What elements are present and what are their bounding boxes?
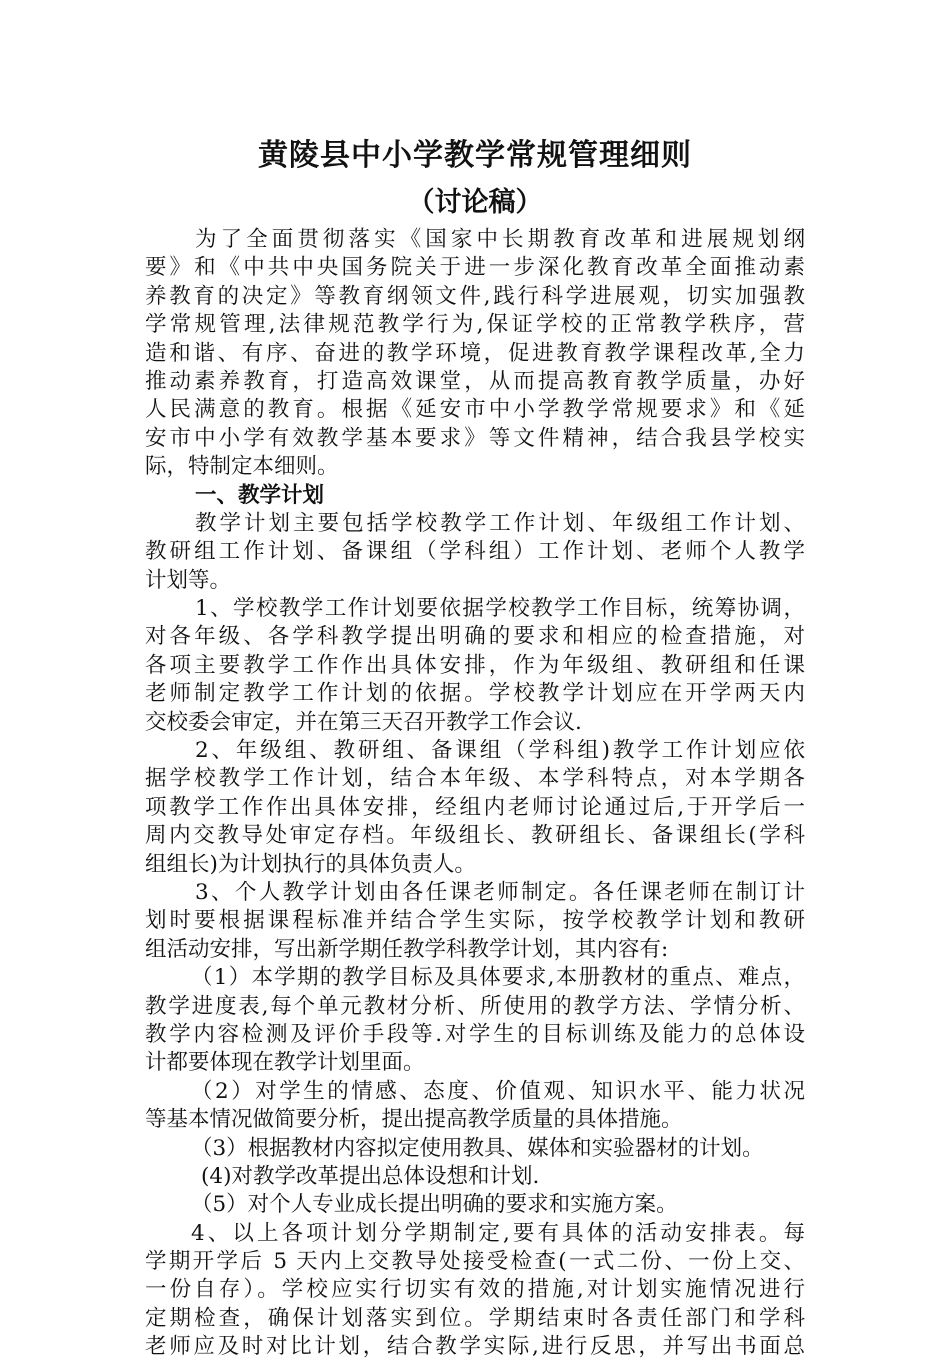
paragraph-line: 计都要体现在教学计划里面。 [145,1050,425,1076]
paragraph-line: 1、学校教学工作计划要依据学校教学工作目标，统筹协调， [195,596,805,622]
paragraph-line: 项教学工作作出具体安排，经组内老师讨论通过后,于开学后一 [145,794,805,820]
paragraph-line: 3、个人教学计划由各任课老师制定。各任课老师在制订计 [195,879,805,905]
paragraph-line: 为了全面贯彻落实《国家中长期教育改革和进展规划纲 [195,227,805,252]
section-heading: 一、教学计划 [195,482,325,508]
paragraph-line: 组组长)为计划执行的具体负责人。 [145,851,476,877]
paragraph-line: 学期开学后 5 天内上交教导处接受检查(一式二份、一份上交、 [145,1249,805,1275]
paragraph-line: 造和谐、有序、奋进的教学环境，促进教育教学课程改革,全力 [145,340,805,366]
paragraph-line: （5）对个人专业成长提出明确的要求和实施方案。 [191,1192,678,1218]
paragraph-line: 对各年级、各学科教学提出明确的要求和相应的检查措施，对 [145,624,805,650]
paragraph-line: 一份自存）。学校应实行切实有效的措施,对计划实施情况进行 [145,1277,805,1303]
document-title: 黄陵县中小学教学常规管理细则 [258,138,692,173]
paragraph-line: (4)对教学改革提出总体设想和计划. [201,1163,540,1189]
document-body [145,226,805,1362]
paragraph-line: 等基本情况做简要分析，提出提高教学质量的具体措施。 [145,1107,683,1133]
paragraph-line: 要》和《中共中央国务院关于进一步深化教育改革全面推动素 [145,255,805,281]
paragraph-line: 计划等。 [145,567,232,593]
paragraph-line: 老师制定教学工作计划的依据。学校教学计划应在开学两天内 [145,681,805,707]
paragraph-line: （2）对学生的情感、态度、价值观、知识水平、能力状况 [191,1078,805,1104]
paragraph-line: 4、以上各项计划分学期制定,要有具体的活动安排表。每 [191,1220,805,1246]
paragraph-line: 教学计划主要包括学校教学工作计划、年级组工作计划、 [195,510,805,536]
paragraph-line: 际，特制定本细则。 [145,454,339,480]
paragraph-line: 划时要根据课程标准并结合学生实际，按学校教学计划和教研 [145,908,805,934]
paragraph-line: 周内交教导处审定存档。年级组长、教研组长、备课组长(学科 [145,823,805,849]
paragraph-line: 2、年级组、教研组、备课组（学科组)教学工作计划应依 [195,738,805,764]
paragraph-line: 安市中小学有效教学基本要求》等文件精神，结合我县学校实 [145,425,805,451]
paragraph-line: 组活动安排，写出新学期任教学科教学计划，其内容有: [145,936,669,962]
paragraph-line: 老师应及时对比计划，结合教学实际,进行反思，并写出书面总 [145,1334,805,1360]
paragraph-line: 教学内容检测及评价手段等.对学生的目标训练及能力的总体设 [145,1021,805,1047]
paragraph-line: （3）根据教材内容拟定使用教具、媒体和实验器材的计划。 [191,1135,764,1161]
document-subtitle: （讨论稿） [407,187,543,218]
paragraph-line: 教学进度表,每个单元教材分析、所使用的教学方法、学情分析、 [145,993,805,1019]
paragraph-line: 人民满意的教育。根据《延安市中小学教学常规要求》和《延 [145,397,805,423]
paragraph-line: 各项主要教学工作作出具体安排，作为年级组、教研组和任课 [145,652,805,678]
paragraph-line: 定期检查，确保计划落实到位。学期结束时各责任部门和学科 [145,1305,805,1331]
paragraph-line: 推动素养教育，打造高效课堂，从而提高教育教学质量，办好 [145,368,805,394]
paragraph-line: 学常规管理,法律规范教学行为,保证学校的正常教学秩序，营 [145,312,805,338]
paragraph-line: 教研组工作计划、备课组（学科组）工作计划、老师个人教学 [145,539,805,565]
paragraph-line: 交校委会审定，并在第三天召开教学工作会议. [145,709,582,735]
paragraph-line: 据学校教学工作计划，结合本年级、本学科特点，对本学期各 [145,766,805,792]
paragraph-line: 养教育的决定》等教育纲领文件,践行科学进展观，切实加强教 [145,283,805,309]
paragraph-line: （1）本学期的教学目标及具体要求,本册教材的重点、难点， [191,965,805,991]
